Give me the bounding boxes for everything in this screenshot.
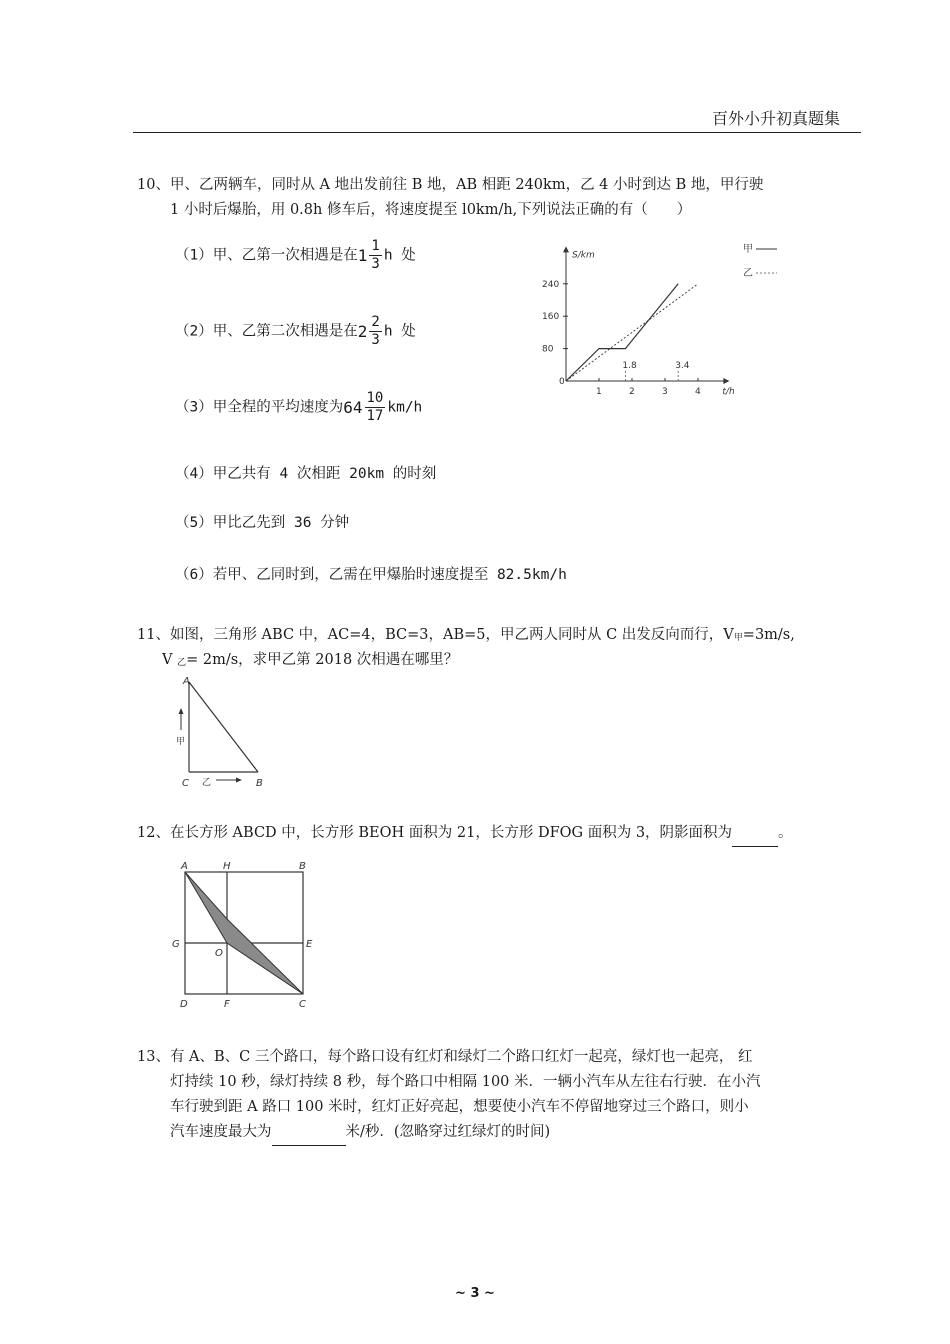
label-d: D <box>180 999 188 1009</box>
q11-sub-yi: 乙 <box>177 658 187 668</box>
fraction-numerator: 2 <box>371 314 380 330</box>
x-tick-label: 3 <box>662 387 668 397</box>
q11-speed-jia: =3m/s, <box>742 627 795 643</box>
y-axis-label: S/km <box>572 250 595 261</box>
option-3-suffix: km/h <box>387 399 423 416</box>
answer-blank <box>732 820 778 847</box>
option-2-whole: 2 <box>357 322 368 341</box>
q11-line2-text: = 2m/s，求甲乙第 2018 次相遇在哪里？ <box>186 652 459 668</box>
q10-option-5: （5）甲比乙先到 36 分钟 <box>175 515 350 531</box>
origin-label: 0 <box>559 377 565 387</box>
option-2-suffix: h 处 <box>383 323 416 340</box>
label-a: A <box>181 861 188 872</box>
q13-line4 <box>170 1119 550 1146</box>
rectangle-figure <box>170 857 320 1009</box>
up-arrowhead-icon <box>179 708 184 714</box>
legend-label: 甲 <box>743 244 753 255</box>
q10-option-2 <box>175 314 416 349</box>
shaded-region <box>185 872 303 994</box>
label-h: H <box>223 861 231 872</box>
label-jia: 甲 <box>176 737 186 747</box>
q11-text: 11、如图，三角形 ABC 中，AC=4，BC=3，AB=5，甲乙两人同时从 C 出发反向而行，V <box>137 627 734 643</box>
label-b: B <box>299 861 306 872</box>
right-arrowhead-icon <box>236 778 242 783</box>
q13-line4-text: 汽车速度最大为 <box>170 1124 272 1140</box>
label-c: C <box>299 999 306 1009</box>
option-3-fraction <box>365 390 386 425</box>
x-tick-label: 1 <box>596 387 602 397</box>
label-b: B <box>256 778 263 789</box>
fraction-denominator: 3 <box>371 332 380 348</box>
q10-line2: 1 小时后爆胎，用 0.8h 修车后，将速度提至 l0km/h,下列说法正确的有（ ） <box>170 202 692 218</box>
x-tick-label: 2 <box>629 387 635 397</box>
fraction-numerator: 10 <box>366 390 384 406</box>
fraction-denominator: 3 <box>371 256 380 272</box>
header-title: 百外小升初真题集 <box>711 109 840 128</box>
option-2-fraction <box>369 314 381 349</box>
label-g: G <box>172 939 180 950</box>
q10-line1: 10、甲、乙两辆车，同时从 A 地出发前往 B 地，AB 相距 240km，乙 4 小时到达 B 地，甲行驶 <box>137 177 764 193</box>
label-o: O <box>215 948 223 959</box>
option-1-whole: 1 <box>357 246 368 265</box>
option-3-text: （3）甲全程的平均速度为 <box>175 399 344 416</box>
q12-question: 12、在长方形 ABCD 中，长方形 BEOH 面积为 21，长方形 DFOG 面积为 3，阴影面积为 <box>137 825 733 841</box>
y-tick-label: 240 <box>542 279 560 290</box>
label-e: E <box>306 939 313 950</box>
y-tick-label: 160 <box>542 312 560 323</box>
q10-option-4: （4）甲乙共有 4 次相距 20km 的时刻 <box>175 466 437 482</box>
x-axis-arrow-icon <box>723 378 729 384</box>
rectangle-abcd <box>185 872 303 994</box>
q10-option-3 <box>175 390 422 425</box>
distance-time-chart <box>530 236 790 406</box>
label-f: F <box>224 999 230 1009</box>
answer-blank <box>272 1119 346 1146</box>
option-1-text: （1）甲、乙第一次相遇是在 <box>175 247 358 264</box>
option-1-fraction <box>369 238 381 273</box>
q13-line2: 灯持续 10 秒，绿灯持续 8 秒，每个路口中相隔 100 米．一辆小汽车从左往右行驶．在小汽 <box>170 1074 761 1090</box>
side-ab <box>189 682 258 772</box>
option-2-text: （2）甲、乙第二次相遇是在 <box>175 323 358 340</box>
q12-text <box>137 820 793 847</box>
q10-option-6: （6）若甲、乙同时到，乙需在甲爆胎时速度提至 82.5km/h <box>175 567 567 583</box>
q13-line4-suffix: 米/秒．(忽略穿过红绿灯的时间) <box>345 1124 551 1140</box>
legend-label: 乙 <box>743 268 753 279</box>
q13-line1: 13、有 A、B、C 三个路口，每个路口设有红灯和绿灯二个路口红灯一起亮，绿灯也一起亮， 红 <box>137 1049 753 1065</box>
triangle-figure <box>170 672 280 794</box>
q12-period: 。 <box>778 825 793 841</box>
annotation-label: 1.8 <box>622 361 637 371</box>
y-tick-label: 80 <box>542 344 554 355</box>
page-number: ~ 3 ~ <box>455 1286 495 1301</box>
label-yi: 乙 <box>202 778 212 788</box>
option-1-suffix: h 处 <box>383 247 416 264</box>
q10-option-1 <box>175 238 416 273</box>
header-rule <box>133 132 861 133</box>
option-3-whole: 64 <box>343 398 363 417</box>
label-a: A <box>183 676 190 687</box>
q13-line3: 车行驶到距 A 路口 100 米时，红灯正好亮起，想要使小汽车不停留地穿过三个路口，则小 <box>170 1099 749 1115</box>
q11-sub-jia: 甲 <box>733 633 743 643</box>
annotation-label: 3.4 <box>675 361 690 371</box>
q11-v-label: V <box>162 652 173 668</box>
y-axis-arrow-icon <box>563 246 569 252</box>
label-c: C <box>182 778 189 789</box>
x-axis-label: t/h <box>722 387 735 397</box>
fraction-numerator: 1 <box>371 238 380 254</box>
fraction-denominator: 17 <box>366 408 384 424</box>
x-tick-label: 4 <box>695 387 701 397</box>
